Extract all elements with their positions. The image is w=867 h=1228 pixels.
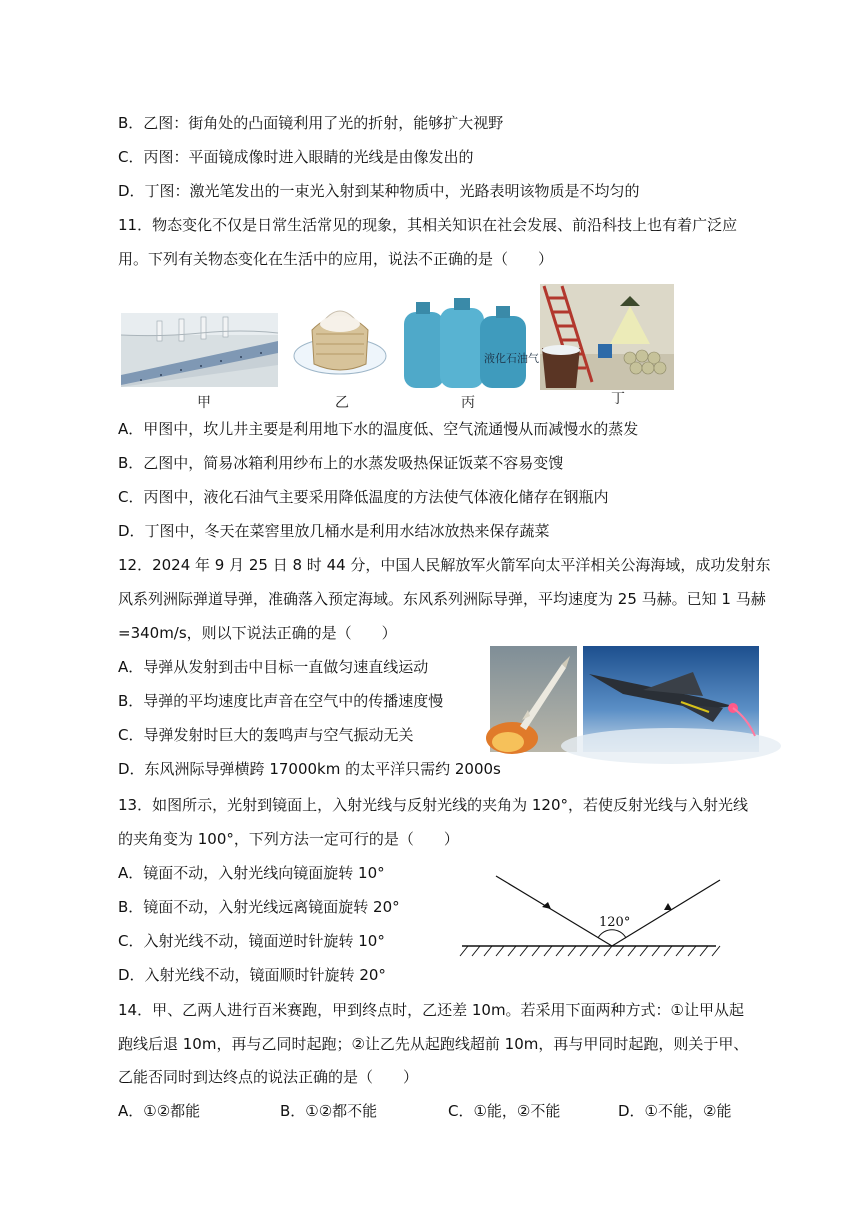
karez-illustration [121,313,278,387]
caption-yi: 乙 [335,395,349,411]
q12-stem-line2: 风系列洲际弹道导弹，准确落入预定海域。东风系列洲际导弹，平均速度为 25 马赫。已知 1 马赫 [118,590,766,608]
caption-jia: 甲 [197,395,211,411]
q14-option-a: A．①②都能 [118,1102,201,1120]
q13-stem-line1: 13．如图所示，光射到镜面上，入射光线与反射光线的夹角为 120°，若使反射光线与入射光线 [118,796,748,814]
gas-cylinders-illustration [402,294,539,388]
q11-option-c: C．丙图中，液化石油气主要采用降低温度的方法使气体液化储存在钢瓶内 [118,488,609,506]
missile-launch-photo [490,646,577,752]
q10-option-d: D．丁图：激光笔发出的一束光入射到某种物质中，光路表明该物质是不均匀的 [118,182,640,200]
q13-option-a: A．镜面不动，入射光线向镜面旋转 10° [118,864,385,882]
q12-stem-line1: 12．2024 年 9 月 25 日 8 时 44 分，中国人民解放军火箭军向太平洋相关公海海域，成功发射东 [118,556,771,574]
q14-option-c: C．①能，②不能 [448,1102,561,1120]
q10-option-c: C．丙图：平面镜成像时进入眼睛的光线是由像发出的 [118,148,474,166]
hypersonic-missile-photo [583,646,759,752]
q12-option-a: A．导弹从发射到击中目标一直做匀速直线运动 [118,658,429,676]
caption-ding: 丁 [611,391,625,407]
vegetable-cellar-illustration [540,284,674,390]
q11-option-b: B．乙图中，简易冰箱利用纱布上的水蒸发吸热保证饭菜不容易变馊 [118,454,564,472]
q12-option-d: D．东风洲际导弹横跨 17000km 的太平洋只需约 2000s [118,760,501,778]
q14-option-b: B．①②都不能 [280,1102,378,1120]
q14-stem-line2: 跑线后退 10m，再与乙同时起跑；②让乙先从起跑线超前 10m，再与甲同时起跑，则关于甲、 [118,1035,749,1053]
q12-option-c: C．导弹发射时巨大的轰鸣声与空气振动无关 [118,726,414,744]
q12-option-b: B．导弹的平均速度比声音在空气中的传播速度慢 [118,692,444,710]
caption-bing: 丙 [461,395,475,411]
q14-stem-line1: 14．甲、乙两人进行百米赛跑，甲到终点时，乙还差 10m。若采用下面两种方式：①让甲从起 [118,1001,745,1019]
q14-stem-line3: 乙能否同时到达终点的说法正确的是（ ） [118,1068,419,1086]
q14-option-d: D．①不能，②能 [618,1102,732,1120]
q13-stem-line2: 的夹角变为 100°，下列方法一定可行的是（ ） [118,830,459,848]
q12-stem-line3: =340m/s，则以下说法正确的是（ ） [118,624,397,642]
q13-option-c: C．入射光线不动，镜面逆时针旋转 10° [118,932,385,950]
q11-stem-line1: 11．物态变化不仅是日常生活常见的现象，其相关知识在社会发展、前沿科技上也有着广泛应 [118,216,738,234]
reflection-diagram [458,872,722,964]
q11-option-d: D．丁图中，冬天在菜窖里放几桶水是利用水结冰放热来保存蔬菜 [118,522,550,540]
q13-option-d: D．入射光线不动，镜面顺时针旋转 20° [118,966,386,984]
q11-option-a: A．甲图中，坎儿井主要是利用地下水的温度低、空气流通慢从而减慢水的蒸发 [118,420,639,438]
simple-fridge-illustration [292,294,388,388]
q13-option-b: B．镜面不动，入射光线远离镜面旋转 20° [118,898,400,916]
tank-label: 液化石油气 [484,352,539,365]
angle-label: 120° [599,915,631,930]
q11-stem-line2: 用。下列有关物态变化在生活中的应用，说法不正确的是（ ） [118,250,554,268]
q10-option-b: B．乙图：街角处的凸面镜利用了光的折射，能够扩大视野 [118,114,504,132]
